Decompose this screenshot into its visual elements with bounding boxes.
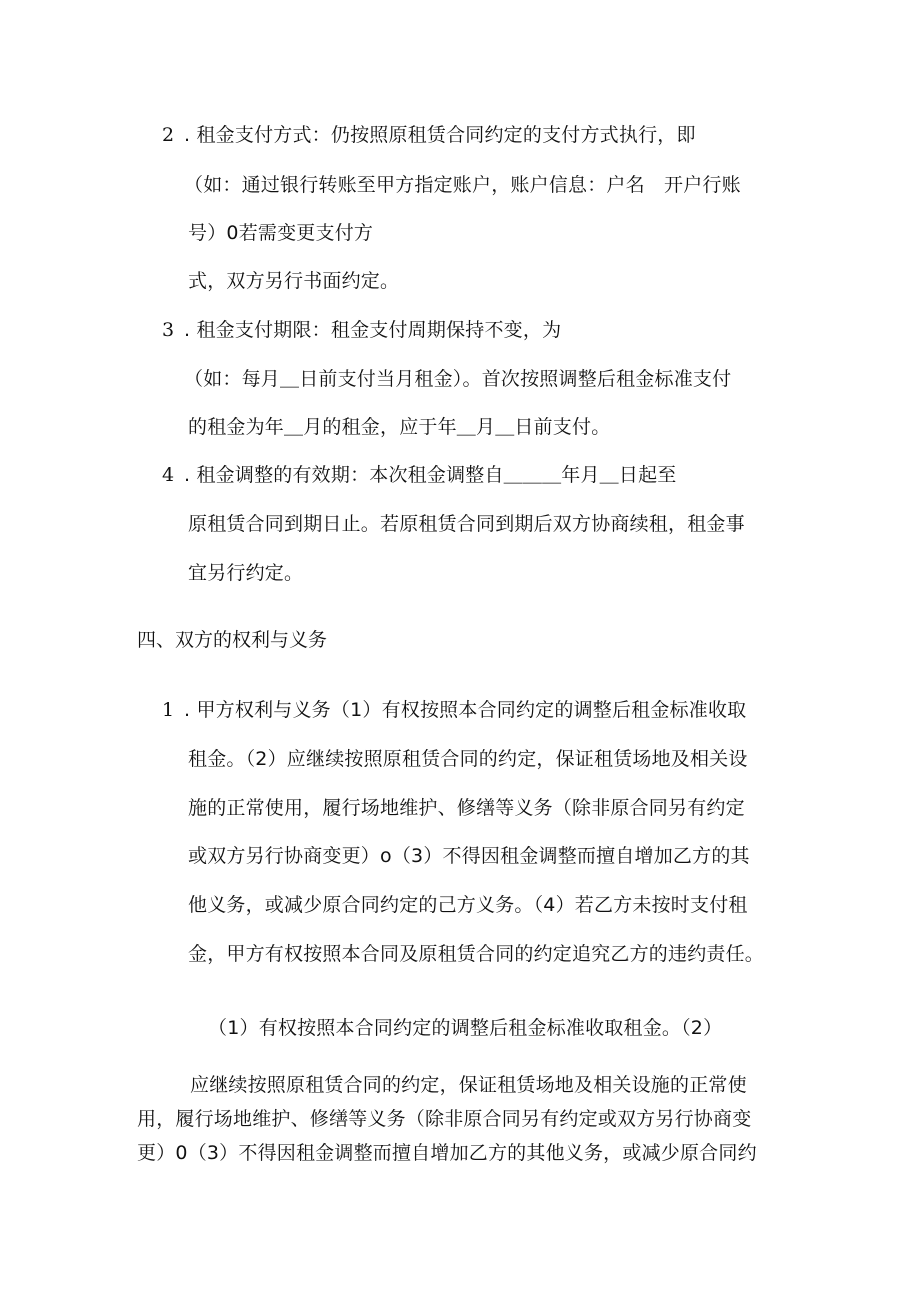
item3-line-3: 的租金为年＿月的租金，应于年＿月＿日前支付。 [188,416,611,438]
item4-line-3: 宜另行约定。 [188,562,304,584]
item3-line-2: （如：每月＿日前支付当月租金）。首次按照调整后租金标准支付 [184,368,732,390]
item4-line-1: . 租金调整的有效期：本次租金调整自＿＿＿年月＿日起至 [184,464,677,486]
para-line-3: 用，履行场地维护、修缮等义务（除非原合同另有约定或双方另行协商变 [137,1108,752,1130]
item2-line-4: 式，双方另行书面约定。 [188,270,400,292]
para-line-1: （1）有权按照本合同约定的调整后租金标准收取租金。（2） [208,1017,723,1039]
item1-line-6: 金，甲方有权按照本合同及原租赁合同的约定追究乙方的违约责任。 [188,943,765,965]
item4-line-2: 原租赁合同到期日止。若原租赁合同到期后双方协商续租，租金事 [188,513,745,535]
item-number-2: 2 [162,124,175,146]
para-line-2: 应继续按照原租赁合同的约定，保证租赁场地及相关设施的正常使 [190,1074,747,1096]
item2-line-3: 号）0若需变更支付方 [188,222,374,244]
section-heading: 四、双方的权利与义务 [137,629,328,651]
item1-line-5: 他义务，或减少原合同约定的己方义务。（4）若乙方未按时支付租 [188,894,748,916]
item-number-4: 4 [162,464,175,486]
item-number-3: 3 [162,319,175,341]
item1-line-2: 租金。（2）应继续按照原租赁合同的约定，保证租赁场地及相关设 [188,748,748,770]
item2-line-1: . 租金支付方式：仍按照原租赁合同约定的支付方式执行，即 [184,124,696,146]
item-number-1: 1 [162,699,175,721]
item3-line-1: . 租金支付期限：租金支付周期保持不变，为 [184,319,562,341]
item1-line-3: 施的正常使用，履行场地维护、修缮等义务（除非原合同另有约定 [188,797,745,819]
para-line-4: 更）0（3）不得因租金调整而擅自增加乙方的其他义务，或减少原合同约 [137,1142,757,1164]
item1-line-4: 或双方另行协商变更）o（3）不得因租金调整而擅自增加乙方的其 [188,845,750,867]
item2-line-2: （如：通过银行转账至甲方指定账户，账户信息：户名 开户行账 [184,174,741,196]
item1-line-1: . 甲方权利与义务（1）有权按照本合同约定的调整后租金标准收取 [184,699,747,721]
